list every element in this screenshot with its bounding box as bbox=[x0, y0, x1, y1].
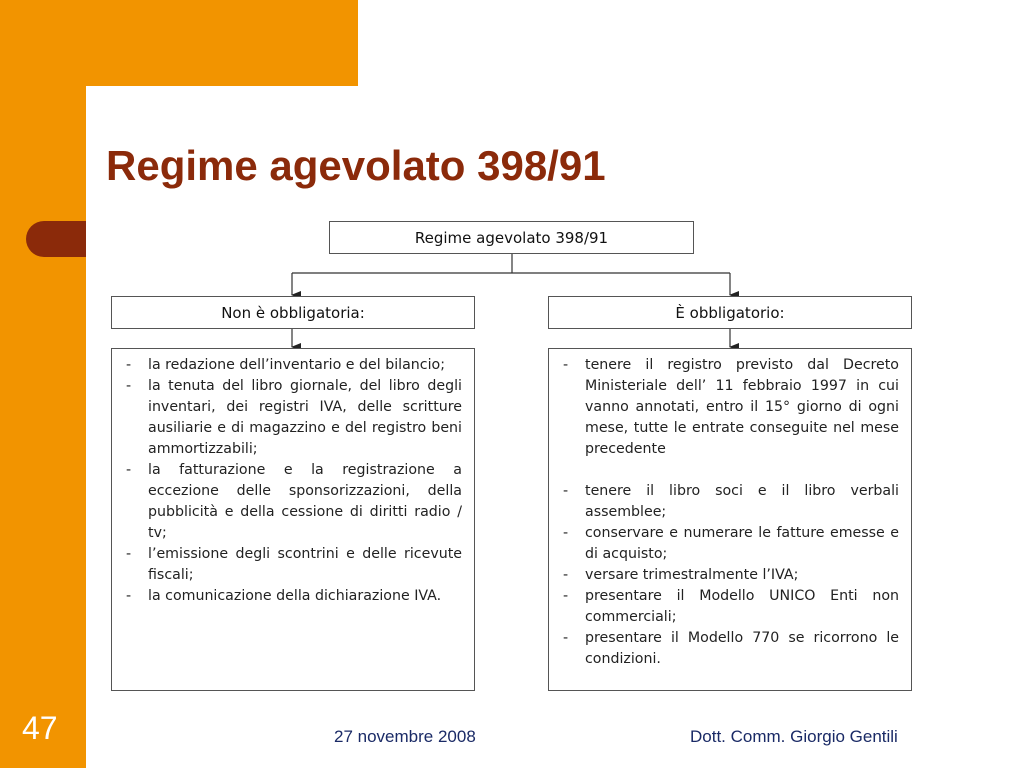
list-item: - la tenuta del libro giornale, del libro degli inventari, dei registri IVA, delle scritture ausiliarie e di magazzino e del registro beni ammortizzabili; bbox=[124, 376, 462, 460]
list-item: - la redazione dell’inventario e del bilancio; bbox=[124, 355, 462, 376]
footer-date: 27 novembre 2008 bbox=[334, 727, 476, 746]
left-heading-label: Non è obbligatoria: bbox=[221, 303, 365, 322]
right-list-box bbox=[548, 348, 912, 691]
list-item: - tenere il libro soci e il libro verbali assemblee; bbox=[561, 481, 899, 523]
list-item: - la comunicazione della dichiarazione IVA. bbox=[124, 586, 462, 607]
right-heading-label: È obbligatorio: bbox=[675, 303, 785, 322]
list-item: - versare trimestralmente l’IVA; bbox=[561, 565, 899, 586]
list-item: - presentare il Modello UNICO Enti non commerciali; bbox=[561, 586, 899, 628]
footer-author: Dott. Comm. Giorgio Gentili bbox=[690, 727, 898, 746]
list-item: - conservare e numerare le fatture emesse e di acquisto; bbox=[561, 523, 899, 565]
left-list-box bbox=[111, 348, 475, 691]
page-title: Regime agevolato 398/91 bbox=[106, 142, 606, 189]
left-item-list bbox=[124, 355, 462, 607]
left-heading-box bbox=[111, 296, 475, 329]
diagram-root-box bbox=[329, 221, 694, 254]
slide-number: 47 bbox=[22, 710, 58, 746]
right-heading-box bbox=[548, 296, 912, 329]
list-item: - tenere il registro previsto dal Decreto Ministeriale dell’ 11 febbraio 1997 in cui vanno annotati, entro il 15° giorno di ogni mese, tutte le entrate conseguite nel mese precedente bbox=[561, 355, 899, 460]
list-item: - la fatturazione e la registrazione a eccezione delle sponsorizzazioni, della pubblicità e della cessione di diritti radio / tv; bbox=[124, 460, 462, 544]
right-item-list bbox=[561, 355, 899, 670]
list-item: - l’emissione degli scontrini e delle ricevute fiscali; bbox=[124, 544, 462, 586]
diagram-root-label: Regime agevolato 398/91 bbox=[414, 228, 609, 247]
list-item: - presentare il Modello 770 se ricorrono le condizioni. bbox=[561, 628, 899, 670]
